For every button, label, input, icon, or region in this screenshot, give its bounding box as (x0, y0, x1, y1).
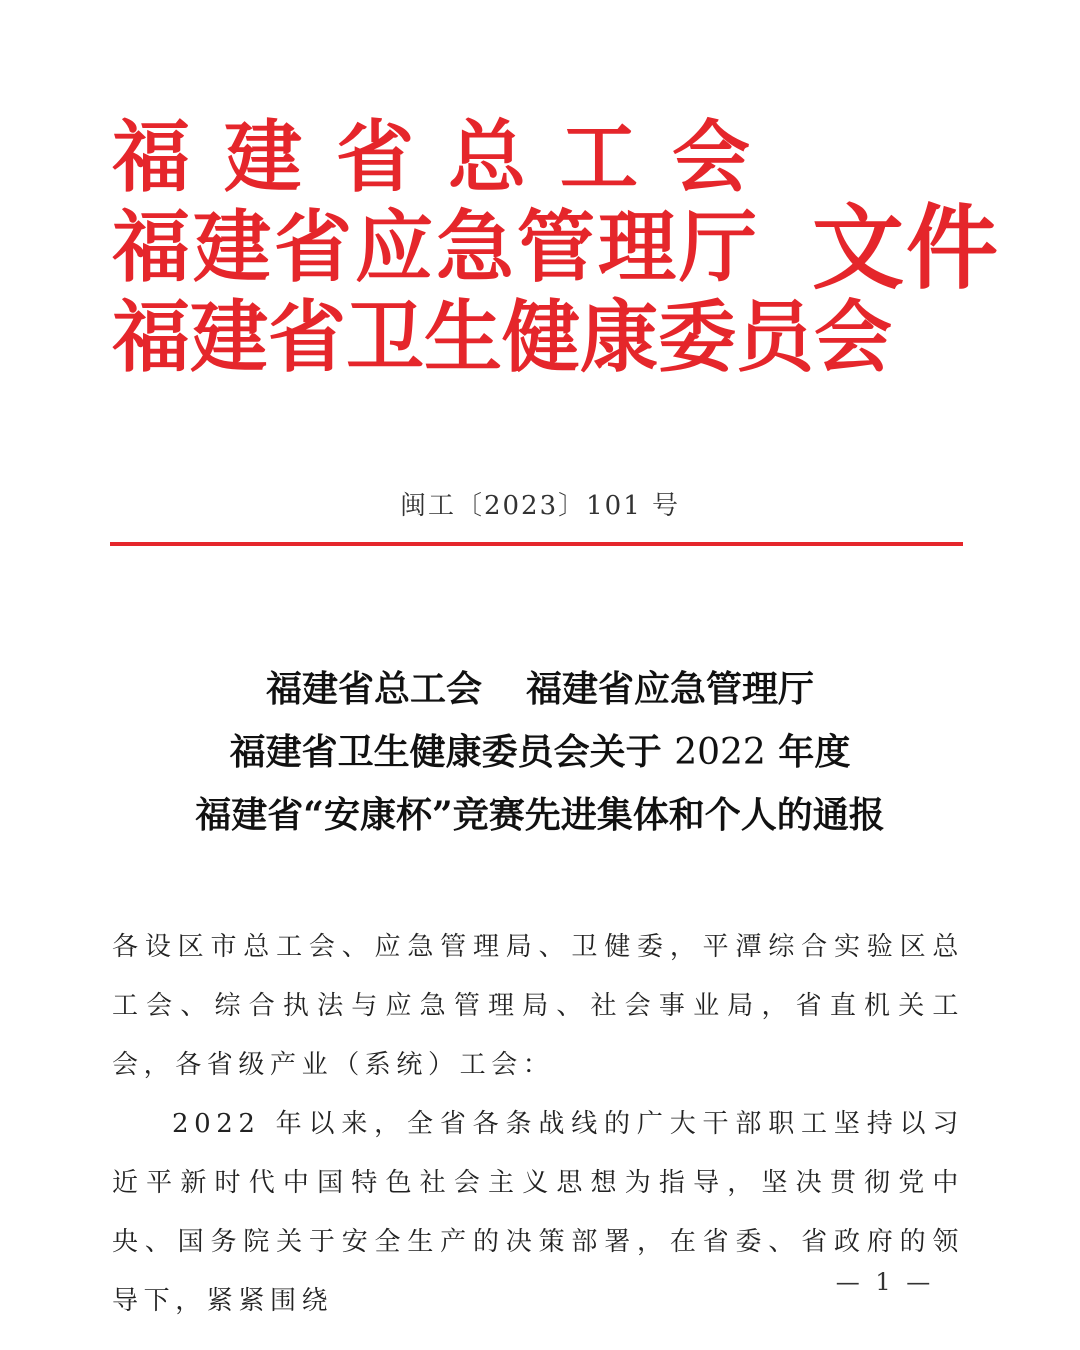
issuer-federation-of-trade-unions: 福建省总工会 (112, 112, 785, 203)
salutation: 各设区市总工会、应急管理局、卫健委，平潭综合实验区总工会、综合执法与应急管理局、社会事业局，省直机关工会，各省级产业（系统）工会： (112, 932, 964, 1080)
title-line-2 (90, 721, 990, 784)
issuer-emergency-management-department: 福建省应急管理厅 (112, 202, 761, 293)
title-year: 2022 (674, 732, 766, 773)
document-number: 闽工〔2023〕101 号 (399, 491, 681, 521)
document-suffix: 文件 (812, 194, 1001, 302)
title-line-2-text-b: 年度 (778, 731, 851, 773)
body-paragraph-1: 2022 年以来，全省各条战线的广大干部职工坚持以习近平新时代中国特色社会主义思想为指导，坚决贯彻党中央、国务院关于安全生产的决策部署，在省委、省政府的领导下，紧紧围绕 (112, 1109, 964, 1316)
title-line-2-text-a: 福建省卫生健康委员会关于 (229, 731, 662, 773)
document-title (90, 658, 990, 847)
red-separator-line (110, 542, 963, 546)
page-number: — 1 — (835, 1268, 935, 1296)
title-line-1 (90, 658, 990, 721)
title-line-3: 福建省“安康杯”竞赛先进集体和个人的通报 (195, 794, 885, 836)
title-line-1-issuer-a: 福建省总工会 (265, 668, 482, 710)
issuer-health-commission: 福建省卫生健康委员会 (112, 292, 893, 383)
title-line-1-issuer-b: 福建省应急管理厅 (526, 668, 815, 710)
document-header (112, 105, 1001, 385)
